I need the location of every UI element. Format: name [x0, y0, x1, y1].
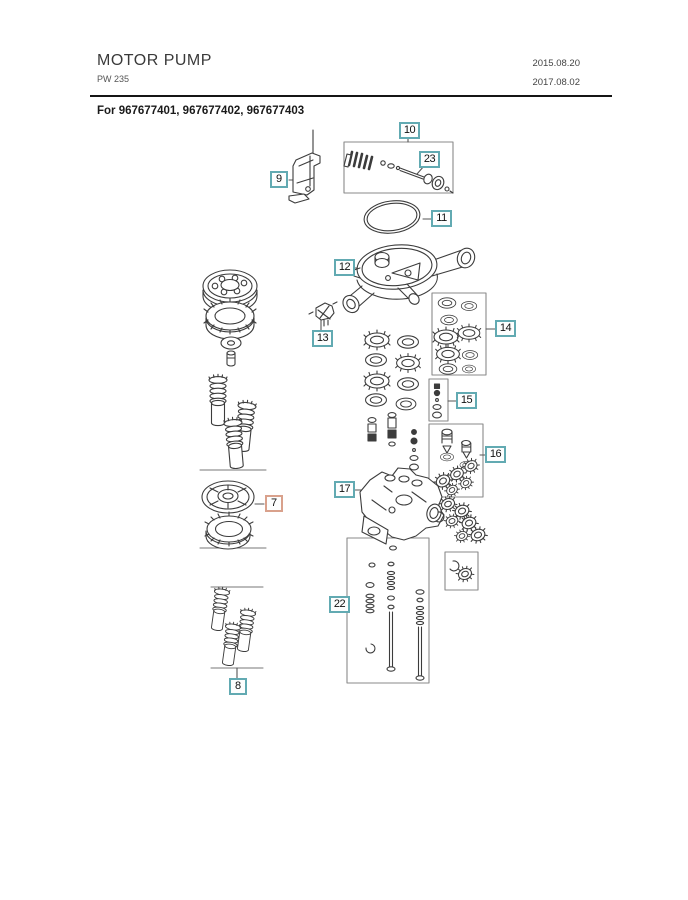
part-13-valve [309, 302, 337, 326]
callout-8[interactable]: 8 [229, 678, 247, 695]
part-22-kit [366, 546, 424, 680]
callout-23[interactable]: 23 [419, 151, 440, 168]
callout-16[interactable]: 16 [485, 446, 506, 463]
callout-13[interactable]: 13 [312, 330, 333, 347]
part-12-pump-head [340, 242, 478, 316]
kit-box-22 [347, 538, 429, 683]
revision-date-original: 2015.08.20 [532, 58, 580, 69]
callout-22[interactable]: 22 [329, 596, 350, 613]
bearing-cam-assembly [203, 270, 257, 366]
callout-9[interactable]: 9 [270, 171, 288, 188]
applicable-models: For 967677401, 967677402, 967677403 [97, 105, 305, 117]
callout-15[interactable]: 15 [456, 392, 477, 409]
seal-columns [364, 330, 420, 470]
part-8-piston-set [209, 586, 256, 666]
part-9-bracket [289, 130, 320, 203]
part-7-swash-bearing [202, 481, 254, 549]
part-15-kit [433, 384, 442, 418]
upper-piston-set [209, 374, 257, 469]
callout-10[interactable]: 10 [399, 122, 420, 139]
fittings-cluster [436, 494, 489, 584]
part-11-oring [362, 198, 421, 237]
model-number: PW 235 [97, 74, 130, 84]
callout-7[interactable]: 7 [265, 495, 283, 512]
callout-14[interactable]: 14 [495, 320, 516, 337]
page-title: MOTOR PUMP [97, 52, 212, 69]
callout-12[interactable]: 12 [334, 259, 355, 276]
revision-date-updated: 2017.08.02 [532, 77, 580, 88]
callout-17[interactable]: 17 [334, 481, 355, 498]
part-17-manifold [360, 468, 444, 544]
callout-11[interactable]: 11 [431, 210, 452, 227]
part-14-seal-kit [433, 298, 481, 374]
